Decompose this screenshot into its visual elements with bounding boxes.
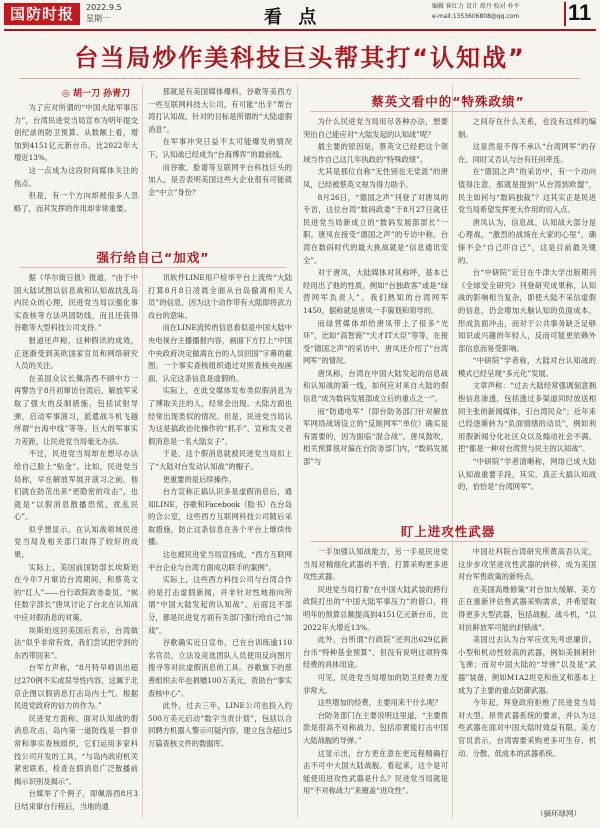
editor-email: e-mail:1353606808@qq.com [432,13,520,20]
paragraph: 在美国众议长佩洛西不顾中方一再警告于8月初窜访台湾后，解放军采取了强大的反制措施，包括试射导弹，启动军事演习，派遣战斗机飞越所谓“台海中线”等等。巨大的军事实力差距，让民进党当局毫无办法。 [14,373,138,446]
paragraph: 埃斯珀返回美国后表示，台湾做法“似乎非常有效，我们尝试把学到的东西带回来”。 [14,625,138,660]
paragraph: 更重要的是后续操作。 [162,474,236,484]
paragraph: 可见，民进党当局增加的防卫经费力度非常大。 [303,672,448,695]
newspaper-logo: 国防时报 [4,3,80,25]
paragraph: 在军事冲突日益不太可能爆发的情况下，认知战已经成为“台海博弈”的最前线。 [148,137,292,159]
paragraph: “中研院”学者清晰称，网络已成大陆认知战重要手段，其实，真正大搞认知战的，恰恰是“台湾网军”。 [458,457,596,492]
paragraph: 唐凤称，台湾在中国大陆发起的信息战和认知战的第一线，如何应对来自大陆的假信息“成为数码发展部成立后的重点之一”。 [303,368,448,404]
paragraph: 实际上，美国前国防部长埃斯珀在今年7月窜访台湾期间，和蔡英文的“红人”——台行政院政务委员、“候任数字部长”唐凤讨论了台北在认知战中应对假消息的对策。 [14,562,138,623]
paragraph: 在美国高维修策“对台加大缓解、美方正在重新评估售武器采购需求，并希望取得更多大型武器，包括战舰、战斗机，“以对抗鲜放军可能的封锁战”。 [458,584,596,632]
paragraph: 民进党当局打着“在中国大陆武装的跨行政院打出的“中国大陆军事压力”的借口，将明年的预算总额提高到4151亿元新台币，比2022年大增近13%。 [303,584,448,632]
paragraph: 此外，过去三年，LINE公司也投入约500万美元启动“数字当责计划”，包括以合同聘方机器人警示可疑内容，建立包含超过5万篇查核文件的数据库。 [148,701,292,748]
editor-credits [432,2,562,22]
paragraph: 今年起，拜登政府拒绝了民进党当局对大型、昂贵武器系统的要求，并认为这些武器在面对中国大陆时效益有限。美方官员表示，台湾需要采购更多可生存、机动、分散、低成本的武器系统。 [458,698,596,758]
paragraph: 为了应对所谓的“中国大陆军事压力”，台湾民进党当局宣布为明年提交创纪录的防卫预算。从数额上看，增加到4151亿元新台币，比2022年大增近13%。 [14,103,138,163]
paragraph: 台军方声称，“8月特早师训出超过270例不实或误导性内容，这属于北京企图以假消息打击岛内士气、根据民进党政府的信力的作为。” [14,663,138,711]
paragraph: 此外，台所谓“行政院”还列出629亿新台币“特种基金预算”，但没有说明这项特殊经费的具体用途。 [303,635,448,670]
paragraph: 8月26日，“德国之声”刊登了对唐凤的专访，这位台湾“数码政委”于8月27日就任民进党当局新成立的“数码发展部部长”一职。唐凤在接受“德国之声”的专访中称，台湾在数码时代的最大挑战就是“信息通讯安全”。 [303,192,448,265]
paragraph: 台媒举了个例子，即佩洛西8月3日结束窜台行程后，当地的通 [14,789,138,811]
masthead-rule [4,29,596,31]
paragraph: 台“中研院”近日在牛津大学出版期刊《全球安全研究》刊登研究成果称，认知战的影响相当复杂，即使大陆不采信虚假的信息，仍会增加大脑认知的负面成本，形成负面冲击，而对于公共事务缺乏足够知识或兴趣的年轻人，反而可能更依赖外部信息而易受影响。 [458,268,596,353]
paragraph: 台防务部门在主要说明这里道，“主要拨款是很高不对称战力，包括添置能打击中国大陆战舰的导弹。” [303,710,448,745]
paragraph: 唐凤认为，信息战、认知战大部分是心理战，“激烈的战场在大家的心里”，确保不会“自己吓自己”，这是目前最关键的。 [458,217,596,265]
paragraph: 尤其是那位自称“无性别也无党派”的唐凤，已经被蔡英文视为得力助手。 [303,167,448,189]
paragraph: 文章声称：“过去大陆经常强调刻意拥抱信息渗透，包括透过多渠道同时放送相同主张的新闻媒体，引台湾民众”；近年来已经逐渐转为“负面情绪的动员”，例如利用假新闻分化社区众以及煽动社会不满，把“都是一种对台湾营与民主的认知战”。 [458,381,596,454]
article-column-2-bottom [148,272,292,818]
paragraph: 这也被民进党当局宣扬成，“西方互联网平台企业与台湾方面成功联手的案例”。 [148,550,292,572]
main-headline: 台当局炒作美科技巨头帮其打“认知战” [74,44,526,72]
paragraph: 讯软件LINE用户检举平台上流传“大陆打算8月8日凌晨全面从台岛撤离相关人员”的信息，因为这个动作带有大陆即将武力攻台的意味。 [148,273,292,320]
paragraph: 对于唐凤，大陆媒体对其称呼，基本已经用出了他的性质，例如“台独政客”或是“绿营网军负责人”。我们熟知的台湾网军1450，据称就是唐凤一手策划和领导的。 [303,268,448,315]
paragraph: 而在LINE流传的信息看似是中国大陆中央电视台主播播报内容，画面下方打上“中国中央政府决定撤离在台的人员回国”字幕的截图。一个事实查核组织通过对照查核央视画面，认定这条信息是虚假的。 [148,323,292,383]
paragraph: 不过，民进党当局却在想尽办法给自己脸上“贴金”。比如，民进党当局称，早在解放军展开演习之前，他们就在防范出来“更隐密的攻击”，也就是“以假消息散播恐慌、扰乱民心”。 [14,449,138,522]
subheading-1: 强行给自己“加戏” [96,250,210,265]
column-divider [142,84,143,819]
article-column-2-top [148,86,292,244]
paragraph: 那就是有美国媒体爆料，谷歌等美西方一些互联网科技大公司，有可能“出手”帮台湾打认知战，针对的目标是所谓的“大陆虚假消息”。 [148,87,292,134]
subheading-2: 蔡英文看中的“特殊政绩” [371,94,525,109]
paragraph: 中国社科院台湾研究所黄高吾认定，这步步攻坚进攻性武器的转移，成为美国对台军售政策的新特点。 [458,547,596,582]
paragraph: “中研院”学者称，大陆对台认知战的模式已经呈现“多元化”发展。 [458,356,596,378]
paragraph: 之间存在什么关系，也没有这样的编制。 [458,117,596,139]
paragraph: 于是，这个假消息就被民进党当局扣上了“大陆对台发动认知战”的帽子。 [148,449,292,471]
article-column-1-bottom [14,272,138,818]
subheading-rule [310,541,588,542]
source-credit: （摘环球网） [536,809,581,818]
paragraph: 实际上，在此交媒体发布类似假消息为了博取关注的人，经常会出现。大陆方面也经常出现类似的情况。但是，民进党当局认为这是搞政治化操作的“抓手”，宣称发文者假消息是一名大陆女子”。 [148,386,292,446]
subheading-rule [310,111,588,112]
paragraph: 这显然是不得不承认“台湾网军”的存在，同时又否认与台有任何牵连。 [458,142,596,164]
issue-weekday: 星期一 [86,14,110,23]
editor-names: 编辑 崔红力 设计 琼丹 校对 朴平 [432,3,520,10]
paragraph: 民进党方面称，面对认知战的假消息攻击，岛内第一道防线是一群非常和事实查核组织，它们运用多家科技公司开发的工具，“与岛内政府机关紧密联系，检查在假消息广泛散播前揭示识别及揭示”。 [14,713,138,786]
subheading-rule [20,267,286,268]
paragraph: 美国过去认为台军应优先考虑廉价、小型和机动性较高的武器，例如美制刺针飞弹；而对中国大陆的“导弹”以及是“武器”装备，例如M1A2坦克和鱼叉和基本上成为了主要的重点防御武器。 [458,635,596,695]
paragraph: 在“德国之声”的采访中，有一个动向值得注意，那就是提到“从台湾到欧盟”，民主如何与“数码独裁”？这其实正是民进党当局希望发挥更大作用的切入点。 [458,167,596,215]
paragraph: 据《华尔街日报》报道，“由于中国大陆试图以信息战和认知战扰乱岛内民众的心理，民进党当局以强化事实查核等方法巩固防线，而且还获得谷歌等大型科技公司支持。” [14,273,138,333]
paragraph: 但是，有一个方向却被很多人忽略了，而其发挥的作用却非常重要。 [14,191,138,213]
page-number-divider [564,2,566,26]
paragraph: 为什么民进党当局用尽各种办法，想要突出自己能应对“大陆发起的认知战”呢？ [303,117,448,139]
headline-rule [20,78,580,79]
article-column-4-top [458,116,596,516]
page-number: 11 [568,0,592,25]
paragraph: 报道还声称，这种假讯的成效，正逐渐受到美欧国家官员和网络研究人员的关注。 [14,335,138,371]
paragraph: 最主要的原因是，蔡英文已经把这个领域当作自己这几年执政的“特殊政绩”。 [303,142,448,164]
paragraph: 这显示出，台方更在意在更远程精确打击不可中大国大陆战舰。看起来，这个是可能使用进攻性武器是什么？民进党当局就是用“不对称战力”来掩盖“进攻性”。 [303,748,448,796]
article-column-4-bottom [458,546,596,804]
article-column-3-bottom [303,546,448,818]
paragraph: 这些增加的经费，主要用来干什么呢？ [317,698,442,708]
paragraph: 台方宣称正搞认识多是虚假消息后，通知LINE，谷歌和Facebook（脸书）在台岛的合公室，这些西方互联网科技公司随后采取措施，防止这条信息在各个平台上继续传播。 [148,487,292,547]
column-divider [297,84,298,819]
issue-date: 2022.9.5 [86,3,122,12]
issue-info [86,2,122,24]
column-divider [452,84,453,819]
article-byline: ◎ 胡一刀 孙青刀 [62,89,131,99]
paragraph: 一手加强认知战能力，另一手是民进党当局对精细化武器的不惜，打算采购更多进攻性武器。 [303,547,448,582]
article-column-1-top [14,102,138,242]
paragraph: 而谷歌、脸谱等互联网平台科技巨头的加入，是否表明美国这些大企业很有可能就会“中立”身份？ [148,162,292,197]
paragraph: 似乎想显示，在认知战领域民进党当局及相关部门取得了较好的成果。 [14,524,138,560]
section-title: 看 点 [264,7,322,28]
subheading-3: 盯上进攻性武器 [400,524,496,539]
paragraph: 而“防通电军”（即台防务部门针对解放军网络战场设立的“反制网军”单位）确实是有需要的，因为面临“混合战”。唐凤鼓吹，相关预算很对偏在台防务部门内，“数码发展部”与 [303,406,448,467]
paragraph: 而绿营媒体却给唐凤带上了很多“光环”，比如“高智商”“天才IT大臣”等等，在接受“德国之声”的采访中，唐凤还介绍了“台湾网军”的情况。 [303,318,448,366]
paragraph: 实际上，这些西方科技公司与台湾合作的是打击虚假新闻，并非针对性地指向所谓“中国大陆发起的认知战”。后面这不部分，都是民进党方面有关部门强行给自己“加戏”。 [148,575,292,635]
paragraph: 这一点成为这段时间媒体关注的焦点。 [14,165,138,188]
article-column-3-top [303,116,448,516]
paragraph: 谷歌确实近日宣布，已在台训练逾110名官员、立法及竞选团队人员使用反向图片搜寻等对抗虚假消息的工具。谷歌旗下的慈善组织去年也捐赠100万美元，资助台“事实查核中心”。 [148,638,292,698]
